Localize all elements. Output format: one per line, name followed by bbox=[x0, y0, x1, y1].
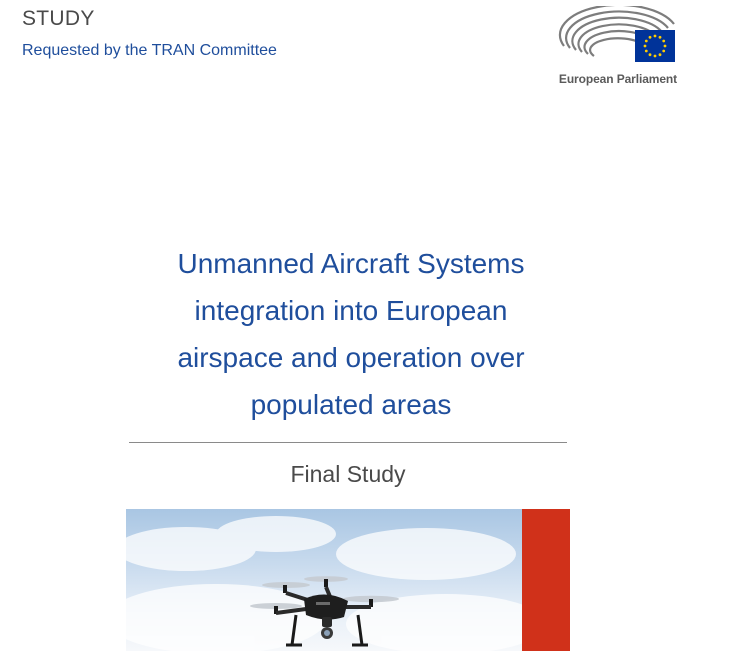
title-line-4: populated areas bbox=[250, 389, 452, 420]
drone-icon bbox=[126, 509, 522, 651]
study-title bbox=[120, 240, 582, 428]
european-parliament-logo bbox=[556, 6, 680, 92]
document-type-label: STUDY bbox=[22, 7, 95, 30]
cover-accent-band bbox=[522, 509, 570, 651]
parliament-hemicycle-icon bbox=[556, 6, 680, 70]
institution-name: European Parliament bbox=[558, 72, 678, 86]
title-line-3: airspace and operation over bbox=[177, 342, 525, 373]
study-subtitle: Final Study bbox=[290, 461, 406, 487]
title-line-2: integration into European bbox=[194, 295, 508, 326]
cover-drone-image bbox=[126, 509, 522, 651]
title-line-1: Unmanned Aircraft Systems bbox=[177, 248, 525, 279]
title-divider bbox=[129, 442, 567, 443]
requested-by-line: Requested by the TRAN Committee bbox=[22, 42, 277, 59]
